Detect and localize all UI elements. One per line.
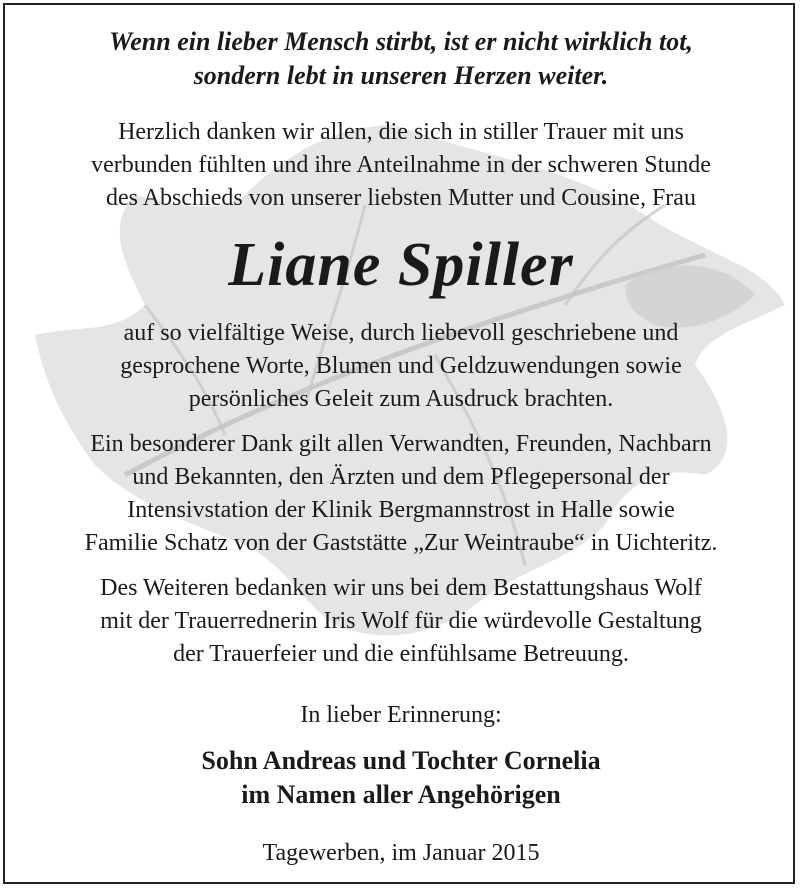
expressions-line-3: persönliches Geleit zum Ausdruck brachten. xyxy=(188,386,614,412)
remembrance-line: In lieber Erinnerung: xyxy=(300,702,502,728)
deceased-name: Liane Spiller xyxy=(228,231,574,299)
signatories-line-2: im Namen aller Angehörigen xyxy=(241,780,561,809)
special-thanks-line-2: und Bekannten, den Ärzten und dem Pflegepersonal der xyxy=(132,464,670,490)
signatories-line-1: Sohn Andreas und Tochter Cornelia xyxy=(201,746,601,775)
further-thanks-line-3: der Trauerfeier und die einfühlsame Betreuung. xyxy=(173,641,629,667)
place-date-line: Tagewerben, im Januar 2015 xyxy=(262,840,540,866)
intro-line-2: verbunden fühlten und ihre Anteilnahme in der schweren Stunde xyxy=(91,152,711,178)
further-thanks-line-2: mit der Trauerrednerin Iris Wolf für die würdevolle Gestaltung xyxy=(100,608,702,634)
motto-line-1: Wenn ein lieber Mensch stirbt, ist er nicht wirklich tot, xyxy=(109,27,693,56)
further-thanks-line-1: Des Weiteren bedanken wir uns bei dem Bestattungshaus Wolf xyxy=(100,575,702,601)
expressions-line-1: auf so vielfältige Weise, durch liebevoll geschriebene und xyxy=(123,320,679,346)
intro-line-1: Herzlich danken wir allen, die sich in stiller Trauer mit uns xyxy=(118,119,684,145)
special-thanks-line-4: Familie Schatz von der Gaststätte „Zur Weintraube“ in Uichteritz. xyxy=(84,530,718,556)
motto-line-2: sondern lebt in unseren Herzen weiter. xyxy=(193,61,609,90)
special-thanks-line-1: Ein besonderer Dank gilt allen Verwandten, Freunden, Nachbarn xyxy=(90,431,712,457)
expressions-line-2: gesprochene Worte, Blumen und Geldzuwendungen sowie xyxy=(120,353,682,379)
intro-line-3: des Abschieds von unserer liebsten Mutter und Cousine, Frau xyxy=(106,185,696,211)
special-thanks-line-3: Intensivstation der Klinik Bergmannstrost in Halle sowie xyxy=(127,497,675,523)
obituary-notice-frame xyxy=(3,3,795,884)
